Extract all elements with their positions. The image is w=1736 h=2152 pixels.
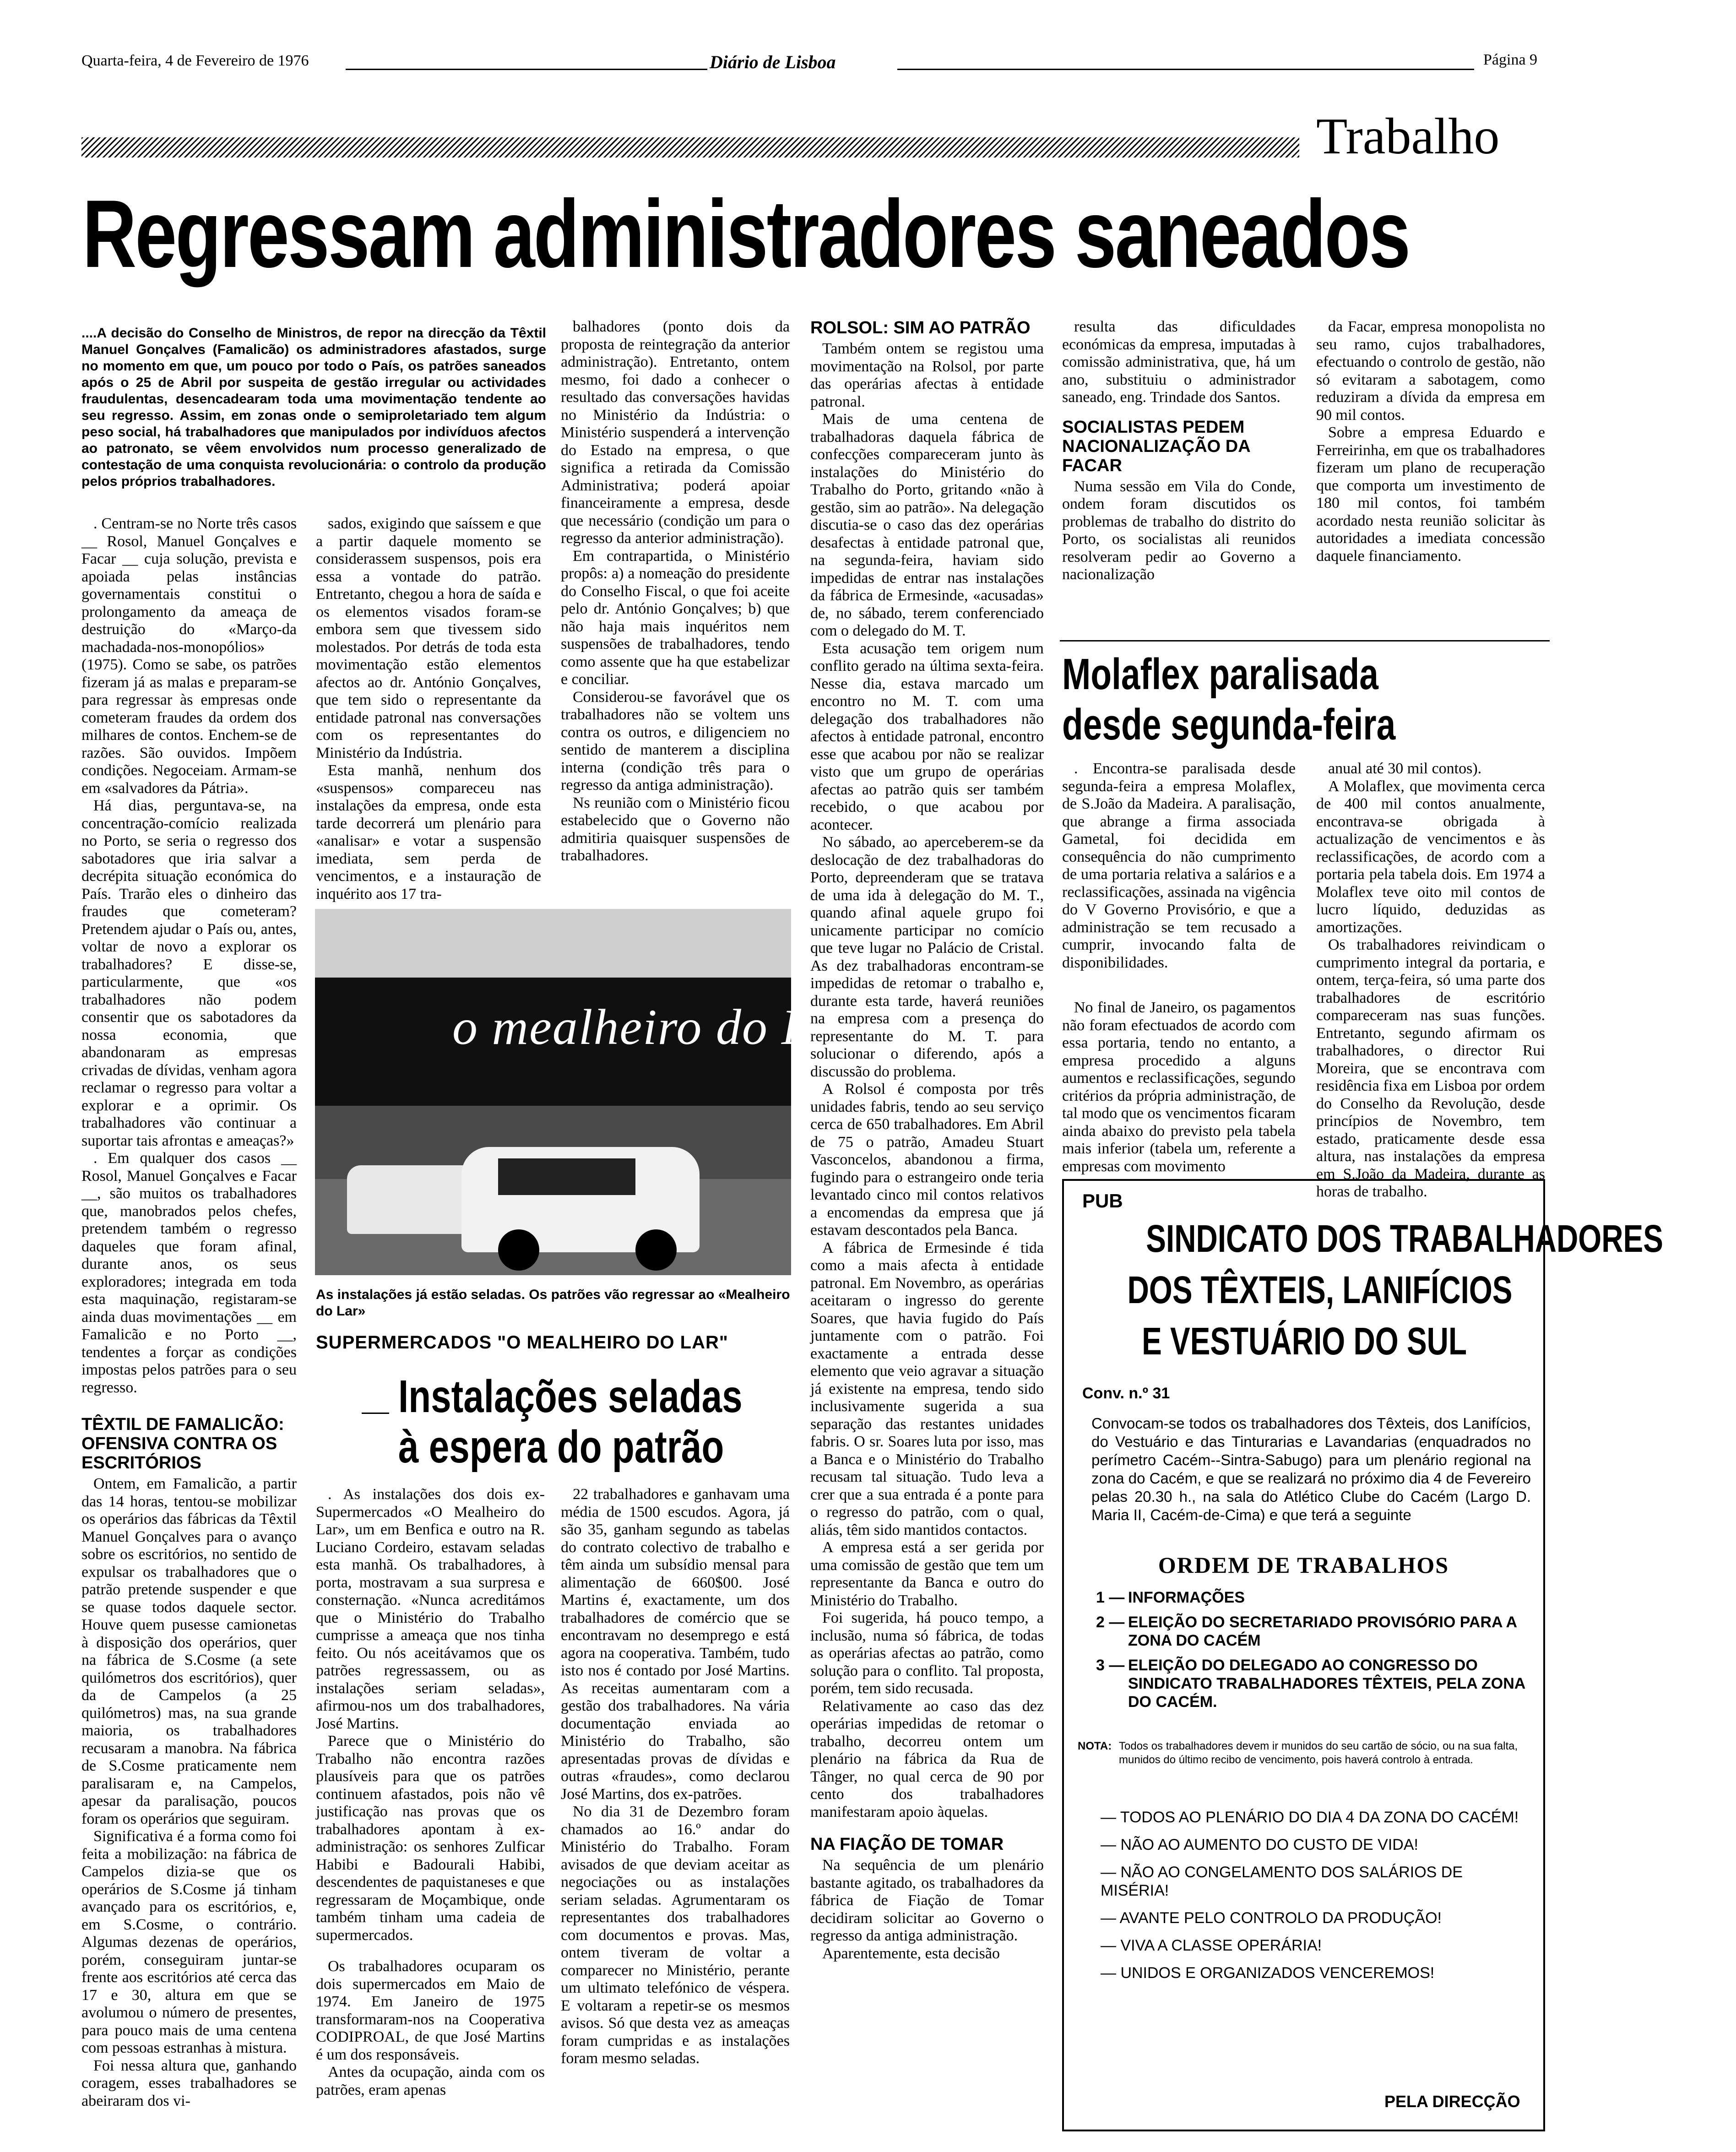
ad-agenda-title: ORDEM DE TRABALHOS xyxy=(1158,1552,1449,1578)
agenda-number: 2 — xyxy=(1096,1614,1125,1631)
subhead-socialistas: SOCIALISTAS PEDEM NACIONALIZAÇÃO DA FACAR xyxy=(1062,417,1250,475)
column-2 xyxy=(316,515,541,904)
subhead-fiacao-tomar: NA FIAÇÃO DE TOMAR xyxy=(810,1835,1004,1854)
agenda-text: ELEIÇÃO DO SECRETARIADO PROVISÓRIO PARA A ZONA DO CACÉM xyxy=(1128,1614,1517,1649)
column-6 xyxy=(1316,318,1545,634)
subhead-rolsol: ROLSOL: SIM AO PATRÃO xyxy=(810,318,1031,337)
agenda-item xyxy=(1096,1656,1526,1711)
molaflex-column-b xyxy=(1316,760,1545,1200)
ad-slogans xyxy=(1101,1808,1526,1991)
paragraph: Antes da ocupação, ainda com os patrões, eram apenas xyxy=(316,2064,545,2098)
section-divider xyxy=(1060,640,1550,641)
paragraph: Numa sessão em Vila do Conde, ondem foram discutidos os problemas de trabalho do distrito do Porto, os socialistas ali reunidos resolveram pedir ao Governo a nacionalização xyxy=(1062,478,1296,583)
paragraph: 22 trabalhadores e ganhavam uma média de 1500 escudos. Agora, já são 35, ganham segundo as tabelas do contrato colectivo de trabalho e têm ainda um subsídio mensal para alimentação de 660$00. José Martins é, exactamente, um dos trabalhadores de comércio que se encontravam no desemprego e está agora na cooperativa. Também, tudo isto nos é contado por José Martins. As receitas aumentaram com a gestão dos trabalhadores. Na vária documentação enviada ao Ministério do Trabalho, são apresentadas provas de dívidas e outras «fraudes», como declarou José Martins, dos ex-patrões. xyxy=(561,1486,790,1803)
supermercados-column-a xyxy=(316,1486,545,2136)
paragraph: Esta acusação tem origem num conflito gerado na última sexta-feira. Nesse dia, estava marcado um encontro no M. T. com uma delegação dos trabalhadores não afectos à entidade patronal, encontro esse que acabou por não se realizar visto que um grupo de operárias afectas ao patrão quis ser também recebido, o que acabou por acontecer. xyxy=(810,640,1044,833)
paragraph: Ns reunião com o Ministério ficou estabelecido que o Governo não admitiria quaisquer suspensões de trabalhadores. xyxy=(561,794,790,864)
paragraph: . As instalações dos dois ex-Supermercados «O Mealheiro do Lar», um em Benfica e outro na R. Luciano Cordeiro, estavam seladas esta manhã. Os trabalhadores, à porta, mostravam a sua surpresa e consternação. «Nunca acreditámos que o Ministério do Trabalho cumprisse a ameaça que nos tinha feito. Ou nós aceitávamos que os patrões regressassem, ou as instalações seriam seladas», afirmou-nos um dos trabalhadores, José Martins. xyxy=(316,1486,545,1732)
supermercados-kicker: SUPERMERCADOS "O MEALHEIRO DO LAR" xyxy=(316,1332,728,1353)
photo-sky xyxy=(315,909,791,978)
paragraph: A Molaflex, que movimenta cerca de 400 mil contos anualmente, encontrava-se obrigada à actualização de vencimentos e às reclassificações, de acordo com a portaria pela tabela dois. Em 1974 a Molaflex teve oito mil contos de lucro líquido, deduzidas as amortizações. xyxy=(1316,777,1545,936)
paragraph: Os trabalhadores reivindicam o cumprimento integral da portaria, e ontem, terça-feira, só uma parte dos trabalhadores de escritório compareceram nas suas funções. Entretanto, segundo afirmam os trabalhadores, o director Rui Moreira, que se encontrava com residência fixa em Lisboa por ordem do Conselho da Revolução, desde princípios de Novembro, tem estado, praticamente desde essa altura, nas instalações da empresa em S.João da Madeira, durante as horas de trabalho. xyxy=(1316,936,1545,1200)
ad-title-line: DOS TÊXTEIS, LANIFÍCIOS xyxy=(1127,1268,1513,1311)
supermercados-column-b xyxy=(561,1486,790,2136)
ad-title-line: SINDICATO DOS TRABALHADORES xyxy=(1146,1217,1663,1260)
paragraph: Esta manhã, nenhum dos «suspensos» compareceu nas instalações da empresa, onde esta tarde decorrerá um plenário para «analisar» e votar a suspensão imediata, sem perda de vencimentos, e a instauração de inquérito aos 17 tra- xyxy=(316,762,541,902)
header-rule-right xyxy=(897,69,1474,70)
paragraph: No dia 31 de Dezembro foram chamados ao 16.º andar do Ministério do Trabalho. Foram avisados de que deviam aceitar as negociações ou as instalações seriam seladas. Agrumentaram os representantes dos trabalhadores com documentos e provas. Mas, ontem tiveram de voltar a comparecer no Ministério, perante um ultimato telefónico de véspera. E voltaram a repetir-se os mesmos avisos. Só que desta vez as ameaças foram cumpridas e as instalações foram mesmo seladas. xyxy=(561,1803,790,2067)
paragraph: No final de Janeiro, os pagamentos não foram efectuados de acordo com essa portaria, tendo no entanto, a empresa procedido a alguns aumentos e reclassificações, segundo critérios da própria administração, de tal modo que os vencimentos ficaram ainda abaixo do previsto pela tabela mais inferior (tabela um, referente a empresas com movimento xyxy=(1062,999,1296,1175)
paragraph: Também ontem se registou uma movimentação na Rolsol, por parte das operárias afectas à entidade patronal. xyxy=(810,340,1044,410)
column-5 xyxy=(1062,318,1296,634)
paragraph: da Facar, empresa monopolista no seu ramo, cujos trabalhadores, efectuando o controlo de gestão, não só evitaram a sabotagem, como reduziram a dívida da empresa em 90 mil contos. xyxy=(1316,318,1545,424)
slogan: — UNIDOS E ORGANIZADOS VENCEREMOS! xyxy=(1101,1964,1435,1982)
paragraph: Significativa é a forma como foi feita a mobilização: na fábrica de Campelos dizia-se que os operários de S.Cosme já tinham avançado para os escritórios, e, em S.Cosme, o contrário. Algumas dezenas de operários, porém, conseguiram juntar-se frente aos escritórios até cerca das 17 e 30, altura em que se avolumou o número de presentes, para pouco mais de uma centena com pessoas estranhas à mistura. xyxy=(81,1828,297,2056)
photo-caption: As instalações já estão seladas. Os patrões vão regressar ao «Mealheiro do Lar» xyxy=(316,1287,790,1319)
paragraph: Foi sugerida, há pouco tempo, a inclusão, numa só fábrica, de todas as operárias afectas ao patrão, como solução para o conflito. Tal proposta, porém, tem sido recusada. xyxy=(810,1609,1044,1697)
molaflex-title-2: desde segunda-feira xyxy=(1062,700,1396,749)
agenda-text: INFORMAÇÕES xyxy=(1128,1589,1245,1606)
column-3 xyxy=(561,318,790,904)
wheel-icon xyxy=(635,1229,677,1271)
paragraph: Em contrapartida, o Ministério propôs: a) a nomeação do presidente do Conselho Fiscal, o que foi aceite pelo dr. António Gonçalves; b) que não haja mais inquéritos nem suspensões de trabalhadores, tendo como assente que ha que estabelizar e conciliar. xyxy=(561,547,790,688)
agenda-number: 1 — xyxy=(1096,1589,1125,1606)
paragraph: . Encontra-se paralisada desde segunda-feira a empresa Molaflex, de S.João da Madeira. A paralisação, que abrange a firma associada Gametal, foi decidida em consequência do não cumprimento de uma portaria relativa a salários e a reclassificações, assinada na vigência do V Governo Provisório, e que a administração se tem recusado a cumprir, invocando falta de disponibilidades. xyxy=(1062,760,1296,971)
ad-title-line: E VESTUÁRIO DO SUL xyxy=(1142,1320,1467,1363)
masthead: Diário de Lisboa xyxy=(710,52,836,72)
paragraph: Parece que o Ministério do Trabalho não encontra razões plausíveis para que os patrões continuem afastados, pois não vê justificação nas provas que os trabalhadores apontam à ex-administração: os senhores Zulficar Habibi e Badourali Habibi, descendentes de paquistaneses e que regressaram de Moçambique, onde também tinham uma cadeia de supermercados. xyxy=(316,1733,545,1944)
supermarket-photo xyxy=(315,909,857,1275)
paragraph: A Rolsol é composta por três unidades fabris, tendo ao seu serviço cerca de 650 trabalhadores. Em Abril de 75 o patrão, Amadeu Stuart Vasconcelos, abandonou a firma, fugindo para o estrangeiro onde teria levantado cinco mil contos relativos a encomendas da empresa que já estavam descontados pela Banca. xyxy=(810,1081,1044,1239)
column-4 xyxy=(810,318,1044,2134)
ad-agenda xyxy=(1096,1588,1526,1717)
slogan: — NÃO AO CONGELAMENTO DOS SALÁRIOS DE MISÉRIA! xyxy=(1101,1864,1463,1899)
ad-conv: Conv. n.º 31 xyxy=(1082,1385,1170,1402)
paragraph: Foi nessa altura que, ganhando coragem, esses trabalhadores se abeiraram dos vi- xyxy=(81,2057,297,2109)
agenda-text: ELEIÇÃO DO DELEGADO AO CONGRESSO DO SINDICATO TRABALHADORES TÊXTEIS, PELA ZONA DO CACÉM. xyxy=(1128,1657,1525,1711)
headline: Regressam administradores saneados xyxy=(82,180,1410,288)
paragraph: Considerou-se favorável que os trabalhadores não se voltem uns contra os outros, e diligenciem no sentido de manterem a disciplina interna (condição três para o regresso da antiga administração). xyxy=(561,688,790,793)
paragraph: A fábrica de Ermesinde é tida como a mais afecta à entidade patronal. Em Novembro, as operárias aceitaram o ingresso do gerente Soares, que havia fugido do País juntamente com o patrão. Foi exactamente a entrada desse elemento que veio agravar a situação já existente na empresa, tendo sido inclusivamente sugerida a sua separação das restantes unidades fabris. O sr. Soares luta por isso, mas a Banca e o Ministério do Trabalho recusam tal situação. Tudo leva a crer que a sua entrada é a ponte para o regresso do patrão, com o qual, aliás, têm sido mantidos contactos. xyxy=(810,1239,1044,1538)
ad-note-label: NOTA: xyxy=(1078,1740,1112,1752)
ad-signature: PELA DIRECÇÃO xyxy=(1384,2092,1520,2111)
agenda-item xyxy=(1096,1613,1526,1650)
paragraph: . Em qualquer dos casos __ Rosol, Manuel Gonçalves e Facar __, são muitos os trabalhadores que, manobrados pelos chefes, pretendem também o regresso daqueles que foram afinal, durante anos, os seus exploradores; integrada em toda esta maquinação, registaram-se ainda duas movimentações __ em Famalicão e no Porto __, tendentes a forçar as condições impostas pelos patrões para o seu regresso. xyxy=(81,1150,297,1396)
paragraph: Há dias, perguntava-se, na concentração-comício realizada no Porto, se seria o regresso dos sabotadores que iria salvar a decrépita situação económica do País. Trarão eles o dinheiro das fraudes que cometeram? Pretendem ajudar o País ou, antes, voltar de novo a explorar os trabalhadores? E disse-se, particularmente, que «os trabalhadores não podem consentir que os sabotadores da nossa economia, que abandonaram as empresas crivadas de dívidas, venham agora reclamar o regresso para voltar a explorar e a oprimir. Os trabalhadores vão continuar a suportar tais afrontas e ameaças?» xyxy=(81,797,297,1149)
paragraph: anual até 30 mil contos). xyxy=(1328,760,1482,777)
paragraph: Os trabalhadores ocuparam os dois supermercados em Maio de 1974. Em Janeiro de 1975 transformaram-nos na Cooperativa CODIPROAL, de que José Martins é um dos responsáveis. xyxy=(316,1958,545,2063)
molaflex-column-a xyxy=(1062,760,1296,1175)
ad-note-text: Todos os trabalhadores devem ir munidos do seu cartão de sócio, ou na sua falta, munidos do último recibo de vencimento, pois haverá controlo à entrada. xyxy=(1119,1740,1518,1766)
paragraph: Sobre a empresa Eduardo e Ferreirinha, em que os trabalhadores fizeram um plano de recuperação que comporta um investimento de 180 mil contos, foi também acordado nesta reunião solicitar às autoridades a imediata concessão daquele financiamento. xyxy=(1316,424,1545,565)
slogan: — VIVA A CLASSE OPERÁRIA! xyxy=(1101,1937,1322,1954)
kicker-dash xyxy=(362,1413,389,1414)
supermercados-title-1: Instalações seladas xyxy=(398,1371,743,1422)
paragraph: resulta das dificuldades económicas da empresa, imputadas à comissão administrativa, que, há um ano, substituiu o administrador saneado, eng. Trindade dos Santos. xyxy=(1062,318,1296,406)
store-sign: o mealheiro do Lar xyxy=(452,999,857,1055)
paragraph: . Centram-se no Norte três casos __ Rosol, Manuel Gonçalves e Facar __ cuja solução, prevista e apoiada pelas instâncias governamentais constitui o prolongamento da ameaça de destruição do «Março-da machadada-nos-monopólios» (1975). Como se sabe, os patrões fizeram já as malas e preparam-se para regressar às empresas onde cometeram fraudes da ordem dos milhares de contos. Enchem-se de razões. São ouvidos. Impõem condições. Negoceiam. Armam-se em «salvadores da Pátria». xyxy=(81,515,297,797)
issue-date: Quarta-feira, 4 de Fevereiro de 1976 xyxy=(81,52,309,69)
subhead-textil-famalicao: TÊXTIL DE FAMALICÃO: OFENSIVA CONTRA OS ESCRITÓRIOS xyxy=(81,1415,284,1473)
molaflex-title-1: Molaflex paralisada xyxy=(1062,650,1378,699)
page-number: Página 9 xyxy=(1483,51,1538,68)
header-rule-left xyxy=(346,69,707,70)
section-hatch-bar xyxy=(81,137,1299,158)
ad-note xyxy=(1078,1739,1531,1767)
sindicato-advert xyxy=(1062,1179,1663,2131)
paragraph: Na sequência de um plenário bastante agitado, os trabalhadores da fábrica de Fiação de Tomar decidiram solicitar ao Governo o regresso da antiga administração. xyxy=(810,1857,1044,1944)
section-title: Trabalho xyxy=(1316,108,1500,165)
car-window xyxy=(498,1158,635,1195)
agenda-number: 3 — xyxy=(1096,1657,1125,1674)
lead-paragraph: ....A decisão do Conselho de Ministros, de repor na direcção da Têxtil Manuel Gonçalves (Famalicão) os administradores afastados, surge no momento em que, um pouco por todo o País, os patrões saneados após o 25 de Abril por suspeita de gestão irregular ou actividades fraudulentas, desencadearam toda uma movimentação tendente ao seu regresso. Assim, em zonas onde o semiproletariado tem algum peso social, há trabalhadores que manipulados por indivíduos afectos ao patronato, se vêem envolvidos num processo generalizado de contestação de uma conquista revolucionária: o controlo da produção pelos próprios trabalhadores. xyxy=(81,326,546,489)
paragraph: sados, exigindo que saíssem e que a partir daquele momento se considerassem suspensos, pois era essa a vontade do patrão. Entretanto, chegou a hora de saída e os elementos visados foram-se embora sem que tivessem sido molestados. Por detrás de toda esta movimentação estão elementos afectos ao dr. António Gonçalves, que tem sido o representante da entidade patronal nas conversações com os representantes do Ministério da Indústria. xyxy=(316,515,541,761)
paragraph: Ontem, em Famalicão, a partir das 14 horas, tentou-se mobilizar os operários das fábricas da Têxtil Manuel Gonçalves para o avanço sobre os escritórios, no sentido de expulsar os trabalhadores que o patrão pretende suspender e que se quase todos daquele sector. Houve quem pusesse camionetas à disposição dos operários, quer na fábrica de S.Cosme (a sete quilómetros dos escritórios), quer da de Campelos (a 25 quilómetros) mas, na sua grande maioria, os trabalhadores recusaram a manobra. Na fábrica de S.Cosme praticamente nem paralisaram e, na Campelos, apesar da paralisação, poucos foram os operários que seguiram. xyxy=(81,1475,297,1827)
slogan: — TODOS AO PLENÁRIO DO DIA 4 DA ZONA DO CACÉM! xyxy=(1101,1809,1519,1826)
paragraph: balhadores (ponto dois da proposta de reintegração da anterior administração). Entretanto, ontem mesmo, foi dado a conhecer o resultado das conversações havidas no Ministério da Indústria: o Ministério suspenderá a intervenção do Estado na empresa, o que significa a retirada da Comissão Administrativa; poderá apoiar financeiramente a empresa, desde que necessário (condição um para o regresso da anterior administração). xyxy=(561,318,790,547)
column-1 xyxy=(81,515,297,2131)
paragraph: No sábado, ao aperceberem-se da deslocação de dez trabalhadoras do Porto, depreenderam que se tratava de uma ida à delegação do M. T., quando afinal aquele grupo foi unicamente participar no comício que teve lugar no Palácio de Cristal. As dez trabalhadoras encontram-se impedidas de retomar o trabalho e, durante esta tarde, haverá reuniões na empresa com a presença do representante do M. T. para solucionar o diferendo, após a discussão do problema. xyxy=(810,834,1044,1080)
slogan: — AVANTE PELO CONTROLO DA PRODUÇÃO! xyxy=(1101,1909,1442,1927)
paragraph: Relativamente ao caso das dez operárias impedidas de retomar o trabalho, decorreu ontem um plenário na fábrica da Rua de Tânger, no qual cerca de 90 por cento dos trabalhadores manifestaram apoio àquelas. xyxy=(810,1697,1044,1821)
wheel-icon xyxy=(498,1229,539,1271)
supermercados-title-2: à espera do patrão xyxy=(398,1421,724,1473)
ad-title xyxy=(1073,1213,1663,1367)
ad-body: Convocam-se todos os trabalhadores dos Têxteis, dos Lanifícios, do Vestuário e das Tinturarias e Lavandarias (enquadrados no perímetro Cacém--Sintra-Sabugo) para um plenário regional na zona do Cacém, e que se realizará no próximo dia 4 de Fevereiro pelas 20.30 h., na sala do Atlético Clube do Cacém (Largo D. Maria II, Cacém-de-Cima) e que terá a seguinte xyxy=(1091,1415,1531,1523)
agenda-item xyxy=(1096,1588,1526,1607)
paragraph: Mais de uma centena de trabalhadoras daquela fábrica de confecções compareceram junto às instalações do Ministério do Trabalho do Porto, gritando «não à gestão, sim ao patrão». Na delegação discutia-se o caso das dez operárias desafectas à entidade patronal que, na segunda-feira, haviam sido impedidas de entrar nas instalações da fábrica de Ermesinde, «acusadas» de, no sábado, terem conferenciado com o delegado do M. T. xyxy=(810,411,1044,639)
paragraph: A empresa está a ser gerida por uma comissão de gestão que tem um representante da Banca e outro do Ministério do Trabalho. xyxy=(810,1539,1044,1609)
slogan: — NÃO AO AUMENTO DO CUSTO DE VIDA! xyxy=(1101,1836,1418,1853)
ad-pub-label: PUB xyxy=(1082,1190,1123,1212)
paragraph: Aparentemente, esta decisão xyxy=(822,1945,1000,1962)
